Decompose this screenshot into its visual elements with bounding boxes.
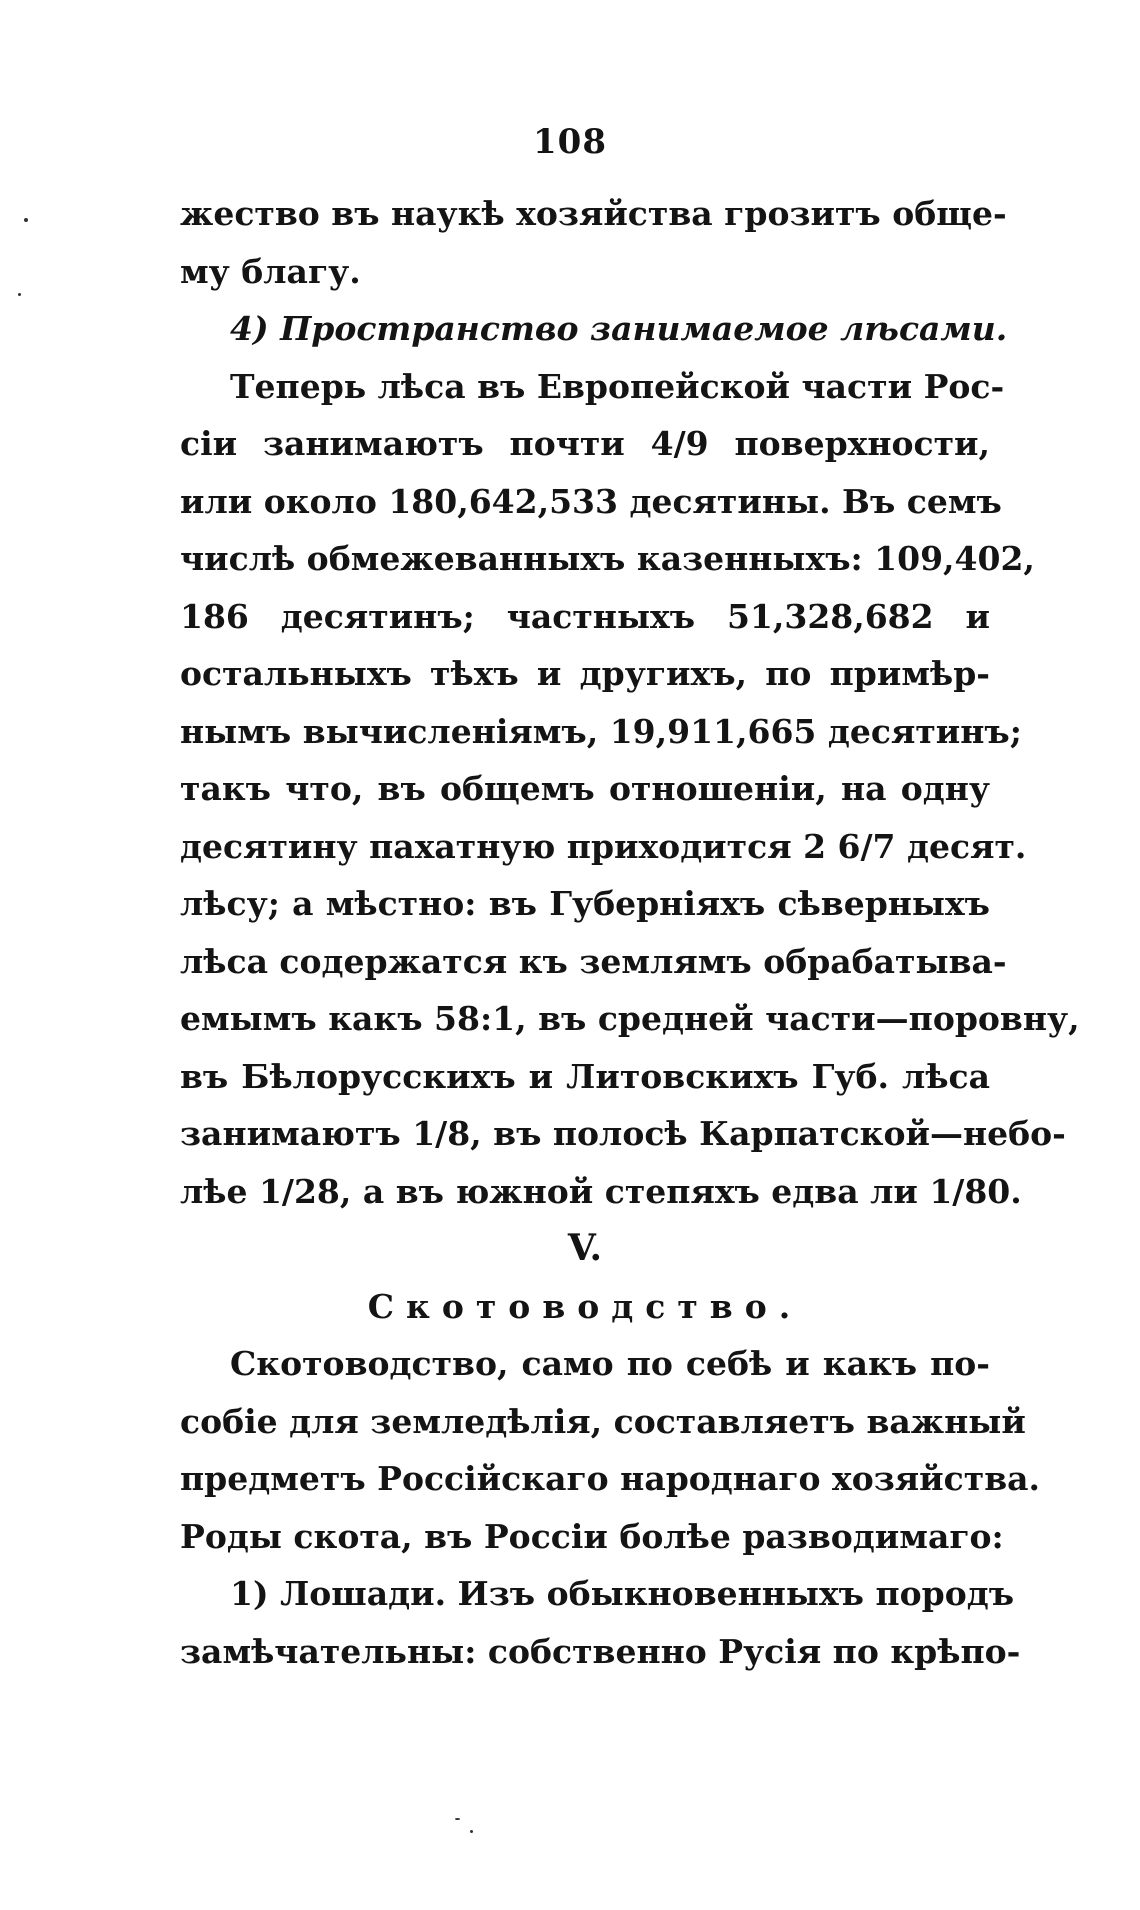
text-line: 186 десятинъ; частныхъ 51,328,682 и — [180, 596, 990, 636]
text-line: остальныхъ тѣхъ и другихъ, по примѣр- — [180, 654, 990, 693]
text-line: или около 180,642,533 десятины. Въ семъ — [180, 481, 1002, 521]
scan-speck — [18, 293, 21, 296]
chapter-number: V. — [567, 1227, 603, 1269]
text-line: жество въ наукѣ хозяйства грозитъ обще- — [180, 194, 1007, 233]
text-line: лѣе 1/28, а въ южной степяхъ едва ли 1/80. — [180, 1171, 1022, 1211]
text-line: нымъ вычисленіямъ, 19,911,665 десятинъ; — [180, 711, 1022, 751]
text-line: 1) Лошади. Изъ обыкновенныхъ породъ — [230, 1574, 1015, 1613]
scan-speck — [470, 1830, 473, 1833]
text-line: собіе для земледѣлія, составляетъ важный — [180, 1401, 1026, 1441]
page-number: 108 — [533, 122, 607, 162]
text-line: емымъ какъ 58:1, въ средней части—поровну, — [180, 999, 1080, 1038]
text-line: занимаютъ 1/8, въ полосѣ Карпатской—небо- — [180, 1114, 1066, 1153]
text-body — [180, 185, 1080, 1680]
section-heading: 4) Пространство занимаемое лѣсами. — [230, 309, 1008, 348]
text-line: предметъ Россійскаго народнаго хозяйства. — [180, 1459, 1040, 1498]
scan-speck — [455, 1818, 460, 1820]
text-line: въ Бѣлорусскихъ и Литовскихъ Губ. лѣса — [180, 1056, 990, 1096]
text-line: такъ что, въ общемъ отношеніи, на одну — [180, 769, 990, 808]
text-line: сіи занимаютъ почти 4/9 поверхности, — [180, 424, 990, 463]
text-line: му благу. — [180, 251, 361, 291]
scan-speck — [24, 218, 28, 222]
text-line: лѣсу; а мѣстно: въ Губерніяхъ сѣверныхъ — [180, 884, 990, 923]
text-line: числѣ обмежеванныхъ казенныхъ: 109,402, — [180, 539, 1035, 578]
chapter-title: Скотоводство. — [367, 1286, 803, 1326]
text-line: десятину пахатную приходится 2 6/7 десят. — [180, 826, 1027, 866]
text-line: Теперь лѣса въ Европейской части Рос- — [230, 366, 1005, 406]
text-line: Скотоводство, само по себѣ и какъ по- — [230, 1344, 990, 1383]
text-line: лѣса содержатся къ землямъ обрабатыва- — [180, 941, 1007, 981]
text-line: замѣчательны: собственно Русія по крѣпо- — [180, 1631, 1021, 1671]
text-line: Роды скота, въ Россіи болѣе разводимаго: — [180, 1516, 1004, 1556]
